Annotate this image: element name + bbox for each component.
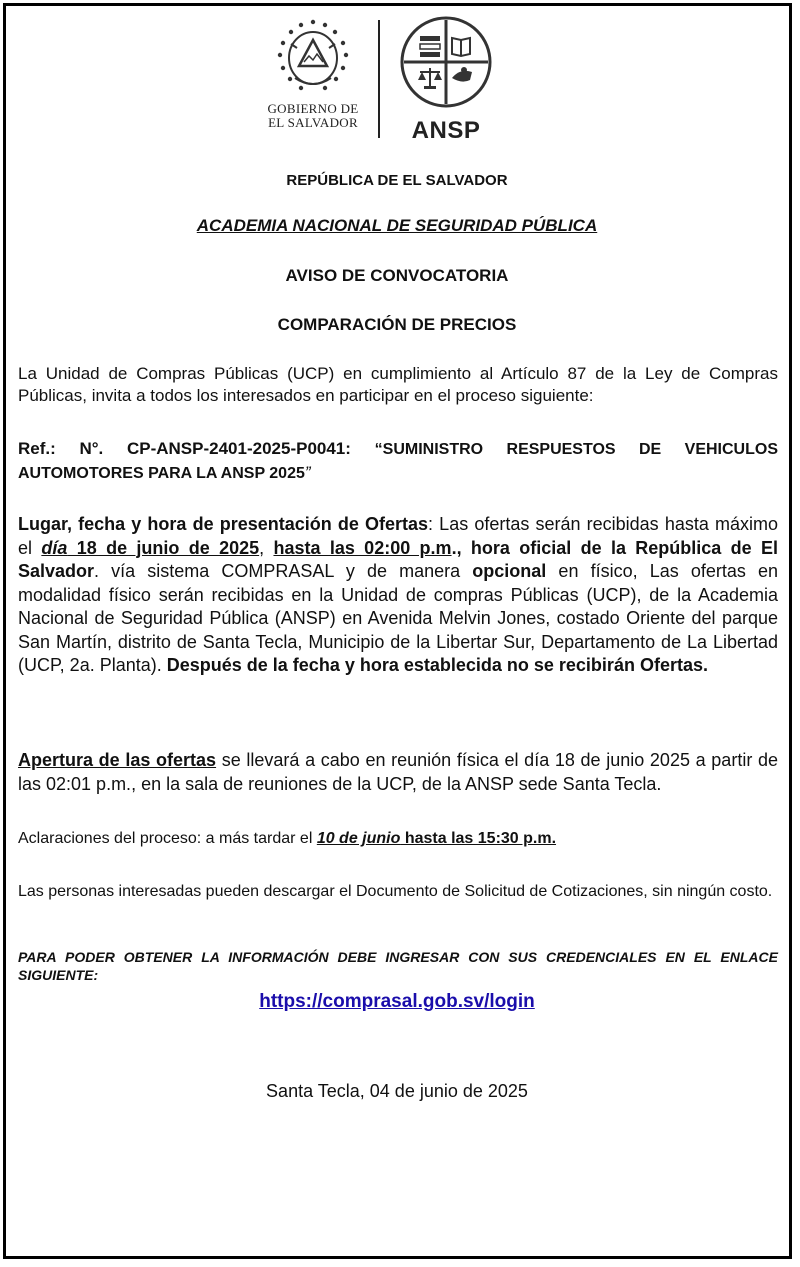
lugar-text-3: . vía sistema COMPRASAL y de manera [94,561,473,581]
lugar-label: Lugar, fecha y hora de presentación de Ofertas [18,514,429,534]
comprasal-login-link[interactable]: https://comprasal.gob.sv/login [259,991,535,1012]
gobierno-line-2: EL SALVADOR [268,115,358,130]
heading-aviso: AVISO DE CONVOCATORIA [285,266,509,285]
ansp-emblem-icon [398,14,494,110]
lugar-text-1: : Las ofertas serán recibidas hasta máximo el [18,514,778,558]
lugar-paragraph [18,513,778,678]
apertura-label: Apertura de las ofertas [18,750,217,770]
link-line [0,991,794,1013]
lugar-fecha: 18 de junio de 2025 [67,537,260,558]
gobierno-el-salvador-logo [258,18,368,148]
aclaraciones-text: Aclaraciones del proceso: a más tardar el [18,830,317,847]
aclaraciones-fecha: 10 de junio [316,830,401,847]
ansp-logo [396,14,496,144]
ansp-text: ANSP [411,117,481,144]
lugar-comma: , [259,537,274,558]
aclaraciones-hora: hasta las 15:30 p.m. [400,830,557,847]
place-date: Santa Tecla, 04 de junio de 2025 [266,1081,528,1101]
header-logos [0,14,794,144]
personas-paragraph: Las personas interesadas pueden descargar el Documento de Solicitud de Cotizaciones, sin ningún costo. [18,883,773,900]
lugar-dia: día [41,537,68,558]
reference-closing: ” [304,463,311,482]
instruccion-paragraph: PARA PODER OBTENER LA INFORMACIÓN DEBE INGRESAR CON SUS CREDENCIALES EN EL ENLACE SIGUIENTE: [18,949,778,983]
logo-divider [378,20,380,138]
gobierno-line-1: GOBIERNO DE [267,101,359,116]
reference-paragraph [18,437,778,485]
reference-title: “SUMINISTRO RESPUESTOS DE VEHICULOS AUTOMOTORES PARA LA ANSP 2025 [18,441,779,482]
lugar-text-4: en físico, Las ofertas en modalidad físico serán recibidas en la Unidad de compras Públicas (UCP), de la Academia Nacional de Seguridad Pública (ANSP) en Avenida Melvin Jones, costado Oriente del parque San Martín, distrito de Santa Tecla, Municipio de la Libertar Sur, Departamento de La Libertad (UCP, 2a. Planta). [18,561,778,675]
aclaraciones-paragraph [18,828,778,850]
apertura-text: se llevará a cabo en reunión física el día 18 de junio 2025 a partir de las 02:01 p.m., en la sala de reuniones de la UCP, de la ANSP sede Santa Tecla. [18,750,778,794]
heading-republica: REPÚBLICA DE EL SALVADOR [286,172,508,189]
lugar-hora: hasta las 02:00 p.m [273,537,452,558]
lugar-opcional: opcional [472,561,547,581]
intro-paragraph: La Unidad de Compras Públicas (UCP) en cumplimiento al Artículo 87 de la Ley de Compras Públicas, invita a todos los interesados en participar en el proceso siguiente: [18,364,778,405]
lugar-hora-oficial: hora oficial de la República de El Salvador [18,537,778,581]
lugar-text-2: ., [451,537,471,558]
reference-code: Ref.: N°. CP-ANSP-2401-2025-P0041: [18,439,351,458]
heading-academia: ACADEMIA NACIONAL DE SEGURIDAD PÚBLICA [196,216,598,235]
apertura-paragraph [18,748,778,796]
lugar-despues: Después de la fecha y hora establecida no se recibirán Ofertas. [166,655,708,675]
gobierno-text [258,102,368,130]
coat-of-arms-icon [273,18,353,98]
heading-comparacion: COMPARACIÓN DE PRECIOS [277,315,517,334]
